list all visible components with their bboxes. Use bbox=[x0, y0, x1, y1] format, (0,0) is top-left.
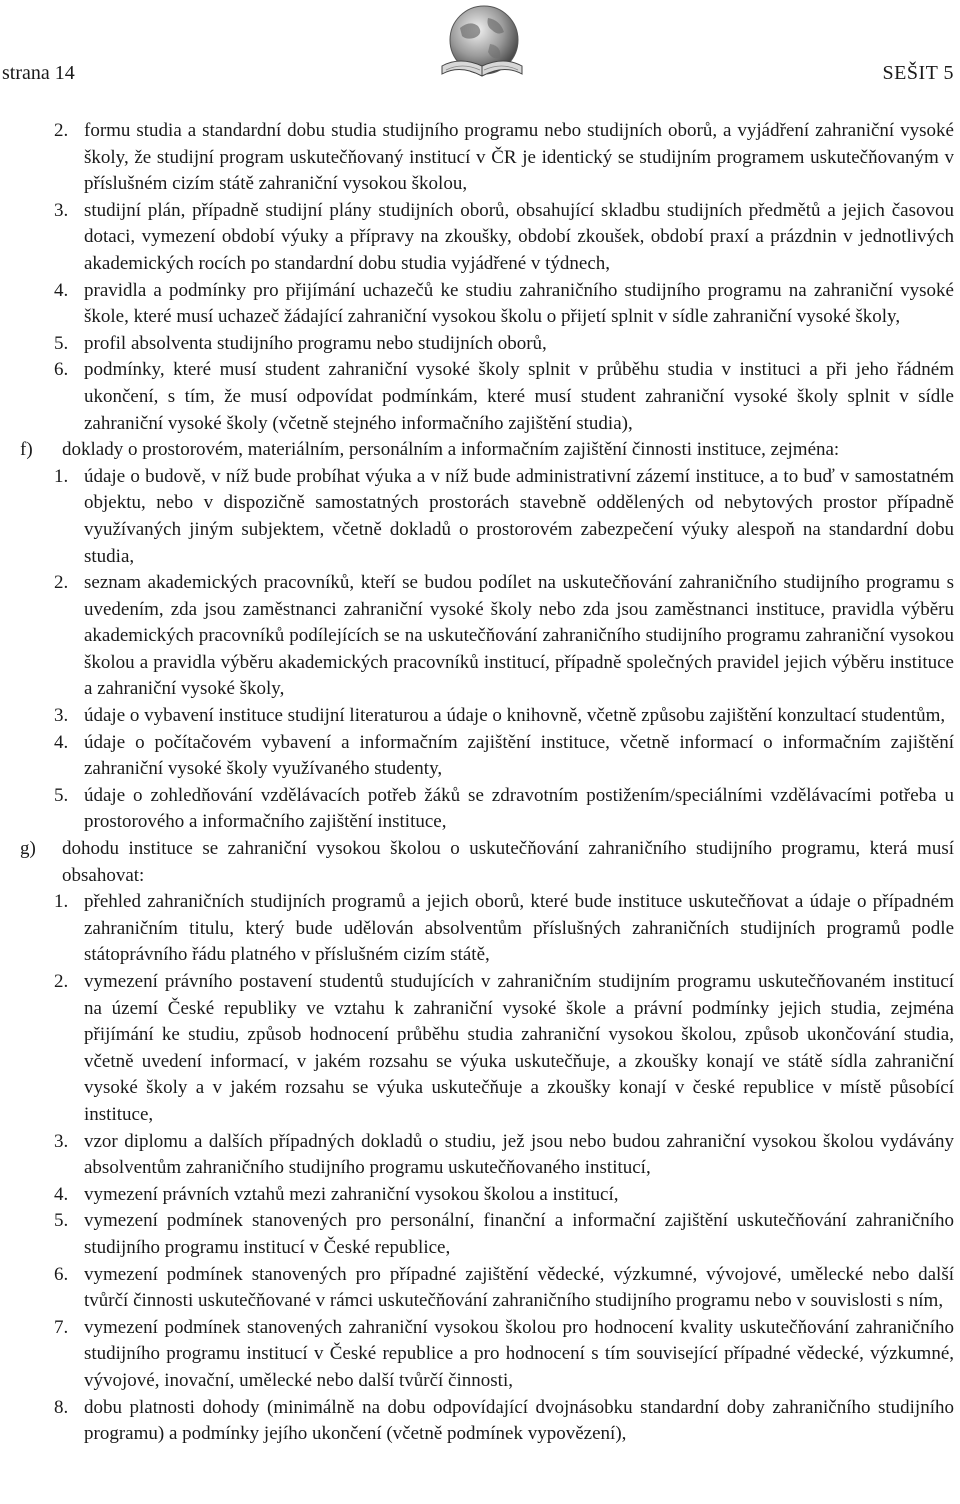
page-header bbox=[0, 56, 960, 92]
item-number: 5. bbox=[54, 784, 69, 806]
item-number: 1. bbox=[54, 891, 69, 913]
item-text: údaje o vybavení instituce studijní literaturou a údaje o knihovně, včetně způsobu zajištění konzultací studentům, bbox=[84, 705, 946, 727]
list-item bbox=[54, 278, 954, 331]
list-item bbox=[54, 1315, 954, 1395]
item-number: 3. bbox=[54, 705, 69, 727]
item-number: 8. bbox=[54, 1396, 69, 1418]
list-item bbox=[54, 357, 954, 437]
item-text: vymezení podmínek stanovených zahraniční vysokou školou pro hodnocení kvality uskutečňování zahraničního studijního programu institucí v České republice a pro hodnocení s tím související případné vědecké, výzkumné, vývojové, inovační, umělecké nebo další tvůrčí činnosti, bbox=[84, 1316, 954, 1391]
item-text: pravidla a podmínky pro přijímání uchazečů ke studiu zahraničního studijního programu na zahraniční vysoké škole, které musí uchazeč žádající zahraniční vysokou školu o přijetí splnit v sídle zahraniční vysoké školy, bbox=[84, 279, 954, 328]
item-text: přehled zahraničních studijních programů a jejich oborů, které bude instituce uskutečňovat a údaje o případném zahraničním titulu, který bude udělován absolventům příslušných zahraničních studijních programů podle státoprávního řádu platného v příslušném cizím státě, bbox=[84, 891, 954, 966]
section-item bbox=[20, 836, 954, 889]
list-item bbox=[54, 198, 954, 278]
list-item bbox=[54, 1262, 954, 1315]
item-text: údaje o budově, v níž bude probíhat výuka a v níž bude administrativní zázemí instituce, a to buď v samostatném objektu, nebo v dispozičně samostatných prostorách stavebně oddělených od nebytových prostor případně využívaných jiným subjektem, včetně dokladů o prostorovém zabezpečení výuky alespoň na standardní dobu studia, bbox=[84, 465, 954, 567]
list-item bbox=[54, 118, 954, 198]
item-text: studijní plán, případně studijní plány studijních oborů, obsahující skladbu studijních předmětů a jejich časovou dotaci, vymezení období výuky a přípravy na zkoušky, období zkoušek, období praxí a prázdnin v jednotlivých akademických rocích po standardní dobu studia vyjádřené v týdnech, bbox=[84, 199, 954, 274]
item-number: 6. bbox=[54, 359, 69, 381]
item-text: doklady o prostorovém, materiálním, personálním a informačním zajištění činnosti instituce, zejména: bbox=[62, 439, 840, 461]
list-item bbox=[54, 464, 954, 570]
list-item bbox=[54, 1208, 954, 1261]
item-number: 3. bbox=[54, 199, 69, 221]
list-item bbox=[54, 570, 954, 703]
item-text: podmínky, které musí student zahraniční vysoké školy splnit v průběhu studia v instituci a při jeho řádném ukončení, s tím, že musí odpovídat podmínkám, které musí student zahraniční vysoké školy splnit v sídle zahraniční vysoké školy (včetně stejného informačního zajištění studia), bbox=[84, 359, 954, 434]
item-text: údaje o zohledňování vzdělávacích potřeb žáků se zdravotním postižením/speciálními vzdělávacími potřeba u prostorového a informačního zajištění instituce, bbox=[84, 784, 954, 833]
list-item bbox=[54, 331, 954, 358]
item-text: formu studia a standardní dobu studia studijního programu nebo studijních oborů, a vyjádření zahraniční vysoké školy, že studijní program uskutečňovaný institucí v ČR je identický se studijním programem uskutečňovaným v příslušném cizím státě zahraniční vysokou školou, bbox=[84, 120, 954, 195]
item-text: seznam akademických pracovníků, kteří se budou podílet na uskutečňování zahraničního studijního programu s uvedením, zda jsou zaměstnanci zahraniční vysoké školy nebo zda jsou zaměstnanci instituce, pravidla výběru akademických pracovníků podílejících se na uskutečňování zahraničního studijního programu zahraniční vysokou školou a pravidla výběru akademických pracovníků institucí, případně společných pravidel jejich výběru instituce a zahraniční vysoké školy, bbox=[84, 572, 954, 700]
item-number: 2. bbox=[54, 572, 69, 594]
item-number: f) bbox=[20, 439, 33, 461]
item-text: vzor diplomu a dalších případných dokladů o studiu, jež jsou nebo budou zahraniční vysokou školou vydávány absolventům zahraničního studijního programu uskutečňovaného institucí, bbox=[84, 1130, 954, 1179]
page-number: strana 14 bbox=[2, 62, 75, 84]
list-item bbox=[54, 1129, 954, 1182]
item-number: 4. bbox=[54, 1183, 69, 1205]
item-text: vymezení právního postavení studentů studujících v zahraničním studijním programu uskutečňovaném institucí na území České republiky ve vztahu k zahraniční vysoké škole a právní podmínky jejich studia, zejména přijímání ke studiu, způsob hodnocení průběhu studia zahraniční vysokou školou, způsob ukončování studia, včetně uvedení informací, v jakém rozsahu se výuka uskutečňuje, a zkoušky konají ve státě sídla zahraniční vysoké školy a v jakém rozsahu se výuka uskutečňuje a zkoušky konají v české republice v místě působící instituce, bbox=[84, 971, 954, 1125]
item-text: profil absolventa studijního programu nebo studijních oborů, bbox=[84, 332, 547, 354]
section-item bbox=[20, 437, 954, 464]
list-item bbox=[54, 889, 954, 969]
item-number: 5. bbox=[54, 332, 69, 354]
list-item bbox=[54, 783, 954, 836]
globe-book-icon bbox=[438, 0, 524, 92]
item-text: vymezení podmínek stanovených pro personální, finanční a informační zajištění uskutečňování zahraničního studijního programu institucí v České republice, bbox=[84, 1210, 954, 1258]
item-number: 7. bbox=[54, 1316, 69, 1338]
item-text: dohodu instituce se zahraniční vysokou školou o uskutečňování zahraničního studijního programu, která musí obsahovat: bbox=[62, 838, 954, 886]
list-item bbox=[54, 1395, 954, 1448]
item-text: dobu platnosti dohody (minimálně na dobu odpovídající dvojnásobku standardní doby zahraničního studijního programu) a podmínky jejího ukončení (včetně podmínek vypovězení), bbox=[84, 1396, 954, 1445]
item-number: 4. bbox=[54, 731, 69, 753]
document-body bbox=[0, 118, 960, 1448]
item-text: údaje o počítačovém vybavení a informačním zajištění instituce, včetně informací o informačním zajištění zahraniční vysoké školy využívaného studenty, bbox=[84, 731, 954, 780]
item-text: vymezení právních vztahů mezi zahraniční vysokou školou a institucí, bbox=[84, 1183, 619, 1205]
item-number: 6. bbox=[54, 1263, 69, 1285]
item-number: 5. bbox=[54, 1210, 69, 1232]
item-text: vymezení podmínek stanovených pro případné zajištění vědecké, výzkumné, vývojové, umělecké nebo další tvůrčí činnosti uskutečňované v rámci uskutečňování zahraničního studijního programu nebo v souvislosti s ním, bbox=[84, 1263, 954, 1312]
item-number: g) bbox=[20, 838, 36, 860]
list-item bbox=[54, 969, 954, 1129]
item-number: 4. bbox=[54, 279, 69, 301]
item-number: 2. bbox=[54, 971, 69, 992]
issue-number: SEŠIT 5 bbox=[882, 62, 954, 84]
item-number: 2. bbox=[54, 120, 69, 141]
list-item bbox=[54, 1182, 954, 1209]
list-item bbox=[54, 730, 954, 783]
item-number: 3. bbox=[54, 1130, 69, 1152]
list-item bbox=[54, 703, 954, 730]
item-number: 1. bbox=[54, 465, 69, 487]
